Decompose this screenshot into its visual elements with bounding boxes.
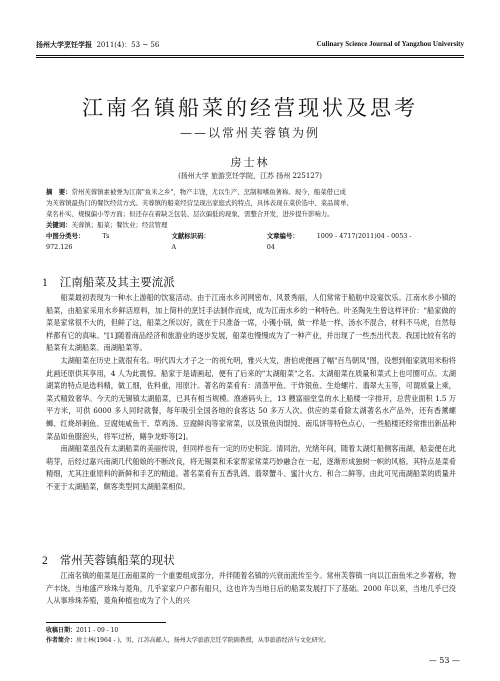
keywords: 芙蓉镇；船菜；餐饮业；经营管理 [71,221,168,229]
author-affiliation: (扬州大学 旅游烹饪学院，江苏 扬州 225127) [178,172,322,180]
author-bio: 房士林(1964 - )，男，江苏高邮人，扬州大学旅游烹饪学院副教授，从事旅游经济与文化研究。 [76,637,330,644]
keywords-label: 关键词： [46,221,72,229]
doc-code-value: A [171,243,177,251]
header-rule [36,55,464,56]
received-label: 收稿日期： [46,627,77,634]
header-rule-thin [36,57,464,58]
author-bio-label: 作者简介： [46,637,77,644]
abstract-text-3: 菜名朴实、规模偏小等方面；但还存在着缺乏包装、层次偏低的现象，需整合开发，进步提升影响力。 [46,210,334,218]
footnote-block [46,626,456,646]
author-bio-line [46,636,456,646]
section-1-paragraph-3: 南湖船菜虽没有太湖船菜的美丽传说，但同样也有一定的历史积淀。清同治，光绪年间，随着太湖灯船侧客南湖，船妾便在此萌芽，后经过嘉兴南湖几代船娘的不断改良，将无锡菜和禾家帮家常菜巧妙融合在一起，逐渐形成独树一帜的风格。其特点是菜肴精细，尤其注重原料的新鲜和手艺的精道。著名菜肴有五香乳鸽、翡翠蟹斗、蜜汁火方、和合二鲜等。由此可见南湖船菜的质量并不亚于太湖船菜，颇客类型同太湖船菜相似。 [46,444,456,491]
section-2-title: 常州芙蓉镇船菜的现状 [59,553,175,567]
author-name: 房士林 [230,156,270,169]
keywords-line [46,220,454,231]
footnote-rule [46,622,166,623]
received-date-line [46,626,456,636]
received-date: 2011 - 09 - 10 [76,627,119,634]
section-1-number: 1 [42,277,48,289]
section-1-heading [42,274,175,290]
section-1-paragraph-1: 船菜最初表现为一种水上游船的饮宴活动。由于江南水乡河网密布、风景秀丽，人们常常于船舫中设宴饮乐。江南水乡小镇的船菜，由船家采用水乡鲜活原料，加上简朴的烹饪手法制作而成，成为江南水乡的一种特色。叶圣陶先生曾这样评价："船家做的菜是家常很不大的，但鲜了这，船菜之所以好，就在于只准备一席，小镬小锅，做一样是一样，汤水不混合，材料不马虎，自然每样都有它的真味。"[1]随着商品经济和旅游业的逐步发展，船菜也慢慢成为了一种产业，并出现了一些杰出代表。我国比较有名的船菜有太湖船菜、南湖船菜等。 [46,293,456,353]
abstract-label: 摘 要： [46,188,72,196]
abstract-block [46,187,454,253]
clc-label: 中图分类号： [46,232,85,240]
section-2-heading [42,552,175,568]
page-number: — 53 — [428,656,460,665]
article-subtitle: ——以常州芙蓉镇为例 [179,126,320,140]
article-no-value: 1009 - 4717(2011)04 - 0053 - 04 [266,232,412,251]
section-2-number: 2 [42,555,48,567]
abstract-line-1 [46,187,454,198]
clc-value: Ts 972.126 [46,232,110,251]
section-1-title: 江南船菜及其主要流派 [59,275,175,289]
article-no-group [267,231,436,253]
classification-line [46,231,454,253]
doc-code-group [172,231,249,253]
section-2-paragraph-1: 江南名镇的船菜是江南船菜的一个重要组成部分，并伴随着名镇的兴衰而流传至今。常州芙蓉镇一向以江南鱼米之乡著称，物产丰饶。当地盛产珍珠与菱角，几乎家家户户都有船只，这也许为当地日后的船菜发展打下了基础。2000 年以来，当地几乎已没人从事珍珠养殖，菱角种植也成为了个人的兴 [46,571,456,606]
section-2-body [46,570,456,608]
abstract-text-2: 为芙蓉镇最热门的餐饮经营方式。芙蓉镇的船菜经营呈现出家庭式的特点，具体表现在菜价选中、菜品简单、 [46,199,353,207]
doc-code-label: 文献标识码： [171,232,210,240]
article-title: 江南名镇船菜的经营现状及思考 [82,96,418,120]
abstract-text-1: 常州芙蓉镇素被誉为江南"鱼米之乡"，物产丰饶，尤以生产、烹制和嗜鱼著称。现今，船菜借已成 [71,188,346,196]
journal-name-cn: 扬州大学烹饪学报 [36,41,92,49]
section-1-paragraph-2: 太湖船菜在历史上就很有名。明代四大才子之一的祝允明，雅兴大发，唐伯虎便画了幅"百鸟朝凤"图，没想到船家就用米粉将此画还原供其享用，4 人为此震惊。船家于是请画起，便有了后来的"太湖船菜"之名。太湖船菜在质量和菜式上也可圈可点。太湖湖菜的特点是选料精，做工细，佐料重，用原汁。著名的菜肴有：清蒸甲鱼、干炸银鱼、生炝螺片、翡翠大玉等，可谓质量上乘，菜式精致奢华。今天的无锡镇太湖船菜，已具有相当规模。渔港码头上，13 艘富丽堂皇的水上船楼一字排开，总营业面积 1.5 万平方米，可供 6000 多人同时就餐，每年吸引全国各地的食客达 50 多万人次。供应的菜肴除太湖著名水产品外，还有香薰螺蛳、红烧昂刺鱼、豆腐炖咸鱼干、草鸡汤、豆腐鲜肉等家常菜，以及银鱼肉馄饨、南瓜饼等特色点心，一些船楼还经常推出新品种菜品如鱼腊泡头，将军过桥，鳝争龙虾等[2]。 [46,355,456,441]
issue-info: 2011(4)：53 ~ 56 [96,41,160,49]
clc-group [46,231,154,253]
section-1-body [46,292,456,494]
journal-name-en: Culinary Science Journal of Yangzhou University [316,40,464,48]
running-header [36,40,464,54]
header-journal-info [36,40,159,50]
article-no-label: 文章编号： [266,232,299,240]
